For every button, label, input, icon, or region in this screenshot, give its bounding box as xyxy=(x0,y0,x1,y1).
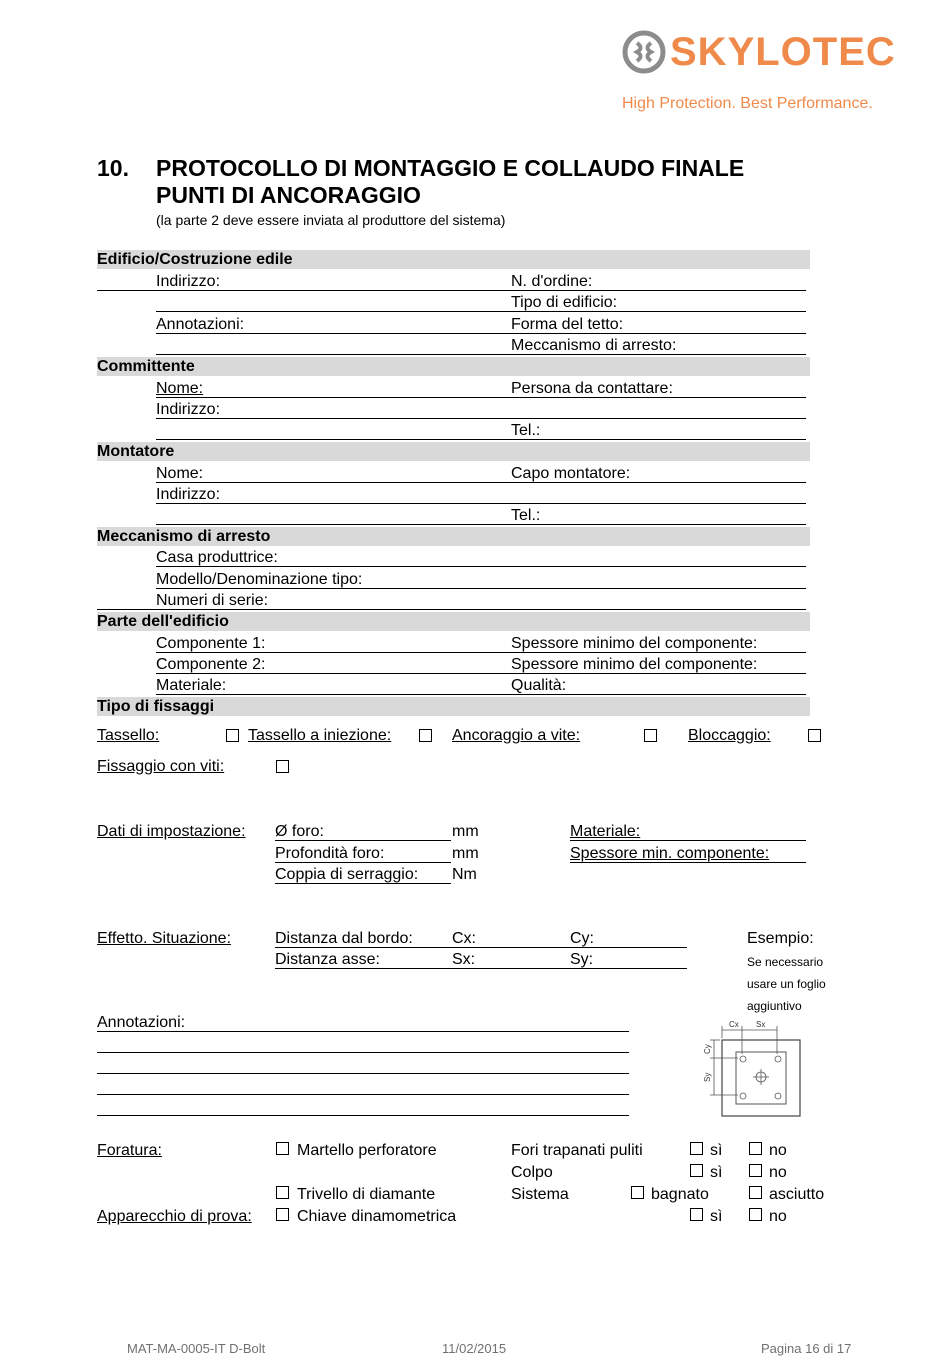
section-header-fixings: Tipo di fissaggi xyxy=(97,697,810,716)
section-header-arrest: Meccanismo di arresto xyxy=(97,527,810,546)
settings-material-field[interactable] xyxy=(570,840,806,841)
component2-field[interactable] xyxy=(156,673,806,674)
component1-field[interactable] xyxy=(156,652,806,653)
section-header-building-part: Parte dell'edificio xyxy=(97,612,810,631)
drilling-label: Foratura: xyxy=(97,1142,162,1159)
test-device-label: Apparecchio di prova: xyxy=(97,1208,252,1225)
screw-fixing-label: Fissaggio con viti: xyxy=(97,758,225,775)
test-yes-checkbox[interactable] xyxy=(690,1208,703,1221)
installer-tel-field[interactable] xyxy=(156,524,806,525)
building-address-field[interactable] xyxy=(97,290,806,291)
component1-label: Componente 1: xyxy=(156,635,266,652)
annotations-line-2[interactable] xyxy=(97,1052,629,1053)
building-type-label: Tipo di edificio: xyxy=(511,294,618,311)
section-header-installer: Montatore xyxy=(97,442,810,461)
building-notes-field-2[interactable] xyxy=(156,354,806,355)
blow-yes-checkbox[interactable] xyxy=(690,1164,703,1177)
system-dry-label: asciutto xyxy=(769,1186,825,1203)
installer-address-field[interactable] xyxy=(156,503,806,504)
torque-unit: Nm xyxy=(452,866,477,883)
torque-wrench-label: Chiave dinamometrica xyxy=(297,1208,457,1225)
page-title-line2: PUNTI DI ANCORAGGIO xyxy=(156,182,421,208)
sx-label: Sx: xyxy=(452,951,476,968)
section-header-building: Edificio/Costruzione edile xyxy=(97,250,810,269)
axis-distance-field[interactable] xyxy=(275,968,687,969)
arrest-mechanism-label: Meccanismo di arresto: xyxy=(511,337,677,354)
injection-dowel-label: Tassello a iniezione: xyxy=(248,727,392,744)
client-tel-field[interactable] xyxy=(156,439,806,440)
bore-diameter-unit: mm xyxy=(452,823,479,840)
annotations-label: Annotazioni: xyxy=(97,1014,186,1031)
clean-holes-label: Fori trapanati puliti xyxy=(511,1142,643,1159)
client-address-label: Indirizzo: xyxy=(156,401,221,418)
annotations-line-4[interactable] xyxy=(97,1094,629,1095)
annotations-line-5[interactable] xyxy=(97,1115,629,1116)
brand-tagline: High Protection. Best Performance. xyxy=(622,95,873,112)
system-label: Sistema xyxy=(511,1186,569,1203)
hammer-drill-label: Martello perforatore xyxy=(297,1142,437,1159)
bore-depth-field[interactable] xyxy=(275,862,451,863)
client-name-label: Nome: xyxy=(156,380,204,397)
annotations-line-3[interactable] xyxy=(97,1073,629,1074)
diamond-drill-label: Trivello di diamante xyxy=(297,1186,436,1203)
settings-material-label: Materiale: xyxy=(570,823,641,840)
min-thickness-label: Spessore min. componente: xyxy=(570,845,770,862)
situation-label: Effetto. Situazione: xyxy=(97,930,232,947)
system-wet-checkbox[interactable] xyxy=(631,1186,644,1199)
blow-label: Colpo xyxy=(511,1164,553,1181)
clean-holes-no-label: no xyxy=(769,1142,787,1159)
locking-label: Bloccaggio: xyxy=(688,727,771,744)
example-note-1: Se necessario xyxy=(747,955,824,969)
blow-yes-label: sì xyxy=(710,1164,723,1181)
thickness2-label: Spessore minimo del componente: xyxy=(511,656,758,673)
bore-depth-label: Profondità foro: xyxy=(275,845,385,862)
building-notes-field[interactable] xyxy=(156,333,806,334)
model-label: Modello/Denominazione tipo: xyxy=(156,571,363,588)
model-field[interactable] xyxy=(156,588,806,589)
section-number: 10. xyxy=(97,155,129,181)
footer-doc-code: MAT-MA-0005-IT D-Bolt xyxy=(127,1341,266,1356)
section-header-client: Committente xyxy=(97,357,810,376)
injection-dowel-checkbox[interactable] xyxy=(419,729,432,742)
edge-distance-label: Distanza dal bordo: xyxy=(275,930,413,947)
min-thickness-field[interactable] xyxy=(570,862,806,863)
client-address-field[interactable] xyxy=(156,418,806,419)
bore-diameter-label: Ø foro: xyxy=(275,823,324,840)
serials-field[interactable] xyxy=(97,609,806,610)
torque-label: Coppia di serraggio: xyxy=(275,866,419,883)
component2-label: Componente 2: xyxy=(156,656,266,673)
material-label: Materiale: xyxy=(156,677,227,694)
annotations-line-1[interactable] xyxy=(97,1031,629,1032)
screw-anchor-checkbox[interactable] xyxy=(644,729,657,742)
order-number-label: N. d'ordine: xyxy=(511,273,593,290)
diagram-cy-label: Cy xyxy=(703,1044,712,1054)
diagram-cx-label: Cx xyxy=(729,1020,739,1029)
system-dry-checkbox[interactable] xyxy=(749,1186,762,1199)
diagram-sy-label: Sy xyxy=(703,1072,712,1082)
page-title: PROTOCOLLO DI MONTAGGIO E COLLAUDO FINALE xyxy=(156,155,745,181)
dowel-label: Tassello: xyxy=(97,727,160,744)
installer-address-label: Indirizzo: xyxy=(156,486,221,503)
client-contact-label: Persona da contattare: xyxy=(511,380,673,397)
logo xyxy=(622,30,912,80)
clean-holes-no-checkbox[interactable] xyxy=(749,1142,762,1155)
torque-wrench-checkbox[interactable] xyxy=(276,1208,289,1221)
footer-page-number: Pagina 16 di 17 xyxy=(761,1341,852,1356)
cy-label: Cy: xyxy=(570,930,594,947)
client-name-field[interactable] xyxy=(156,397,806,398)
system-wet-label: bagnato xyxy=(651,1186,709,1203)
material-field[interactable] xyxy=(156,694,806,695)
building-address-label: Indirizzo: xyxy=(156,273,221,290)
torque-field[interactable] xyxy=(275,883,451,884)
installer-name-label: Nome: xyxy=(156,465,204,482)
test-yes-label: sì xyxy=(710,1208,723,1225)
installer-chief-label: Capo montatore: xyxy=(511,465,631,482)
diagram-sx-label: Sx xyxy=(756,1020,766,1029)
cx-label: Cx: xyxy=(452,930,476,947)
test-no-label: no xyxy=(769,1208,787,1225)
page-subtitle: (la parte 2 deve essere inviata al produttore del sistema) xyxy=(156,212,506,228)
client-tel-label: Tel.: xyxy=(511,422,541,439)
sy-label: Sy: xyxy=(570,951,594,968)
example-label: Esempio: xyxy=(747,930,814,947)
edge-distance-field[interactable] xyxy=(275,947,687,948)
axis-distance-label: Distanza asse: xyxy=(275,951,380,968)
bore-depth-unit: mm xyxy=(452,845,479,862)
manufacturer-field[interactable] xyxy=(156,566,806,567)
example-note-2: usare un foglio xyxy=(747,977,826,991)
roof-shape-label: Forma del tetto: xyxy=(511,316,624,333)
building-notes-label: Annotazioni: xyxy=(156,316,245,333)
blow-no-checkbox[interactable] xyxy=(749,1164,762,1177)
skylotec-emblem-icon xyxy=(622,30,666,74)
diamond-drill-checkbox[interactable] xyxy=(276,1186,289,1199)
quality-label: Qualità: xyxy=(511,677,567,694)
thickness1-label: Spessore minimo del componente: xyxy=(511,635,758,652)
building-address-field-2[interactable] xyxy=(156,311,806,312)
bore-diameter-field[interactable] xyxy=(275,840,451,841)
example-note-3: aggiuntivo xyxy=(747,999,802,1013)
hammer-drill-checkbox[interactable] xyxy=(276,1142,289,1155)
test-no-checkbox[interactable] xyxy=(749,1208,762,1221)
clean-holes-yes-label: sì xyxy=(710,1142,723,1159)
dowel-checkbox[interactable] xyxy=(226,729,239,742)
manufacturer-label: Casa produttrice: xyxy=(156,549,278,566)
blow-no-label: no xyxy=(769,1164,787,1181)
screw-fixing-checkbox[interactable] xyxy=(276,760,289,773)
brand-name: SKYLOTEC xyxy=(670,30,896,74)
serials-label: Numeri di serie: xyxy=(156,592,269,609)
settings-label: Dati di impostazione: xyxy=(97,823,246,840)
locking-checkbox[interactable] xyxy=(808,729,821,742)
screw-anchor-label: Ancoraggio a vite: xyxy=(452,727,581,744)
anchor-plate-diagram xyxy=(698,1018,808,1118)
installer-name-field[interactable] xyxy=(156,482,806,483)
footer-date: 11/02/2015 xyxy=(442,1341,507,1356)
clean-holes-yes-checkbox[interactable] xyxy=(690,1142,703,1155)
installer-tel-label: Tel.: xyxy=(511,507,541,524)
